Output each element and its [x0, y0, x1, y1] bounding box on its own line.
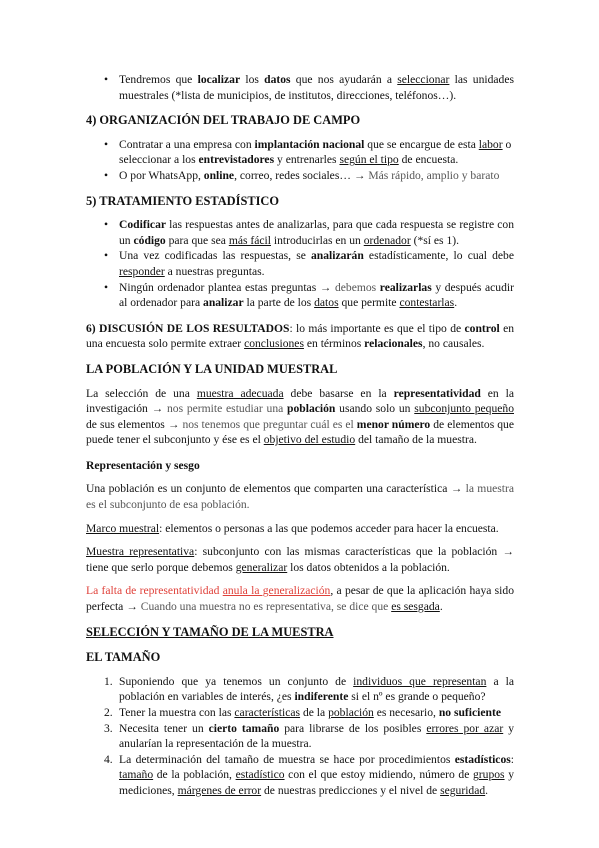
bullet-analizar: • Una vez codificadas las respuestas, se analizarán estadísticamente, lo cual debe responder a nuestras preguntas. — [86, 248, 514, 279]
heading-el-tamano: EL TAMAÑO — [86, 650, 161, 665]
paragraph-discusion: 6) DISCUSIÓN DE LOS RESULTADOS: lo más importante es que el tipo de control en una encuesta solo permite extraer conclusiones en términos relacionales, no causales. — [86, 321, 515, 351]
bullet-whatsapp: • O por WhatsApp, online, correo, redes sociales… → Más rápido, amplio y barato — [86, 168, 514, 184]
bullet-codificar: • Codificar las respuestas antes de analizarlas, para que cada respuesta se registre con un código para que sea más fácil introducirlas en un ordenador (*sí es 1). — [86, 217, 514, 248]
paragraph-muestra-representativa: Muestra representativa: subconjunto con las mismas características que la población → tiene que serlo porque debemos generalizar los datos obtenidos a la población. — [86, 545, 515, 574]
paragraph-marco-muestral: Marco muestral: elementos o personas a las que podemos acceder para hacer la encuesta. — [86, 521, 499, 535]
paragraph-falta-representatividad: La falta de representatividad anula la generalización, a pesar de que la aplicación haya sido perfecta → Cuando una muestra no es representativa, se dice que es sesgada. — [86, 584, 514, 614]
bullet-localizar-datos: • Tendremos que localizar los datos que nos ayudarán a seleccionar las unidades muestrales (*lista de municipios, de institutos, direcciones, teléfonos…). — [86, 72, 514, 103]
heading-poblacion: LA POBLACIÓN Y LA UNIDAD MUESTRAL — [86, 361, 338, 376]
paragraph-poblacion: La selección de una muestra adecuada debe basarse en la representatividad en la investigación → nos permite estudiar una población usando solo un subconjunto pequeño de sus elementos → nos tenemos que preguntar cuál es el menor número de elementos que puede tener el subconjunto y ése es el objetivo del estudio del tamaño de la muestra. — [86, 386, 515, 447]
heading-tratamiento: 5) TRATAMIENTO ESTADÍSTICO — [86, 193, 280, 208]
numbered-item-2: 2. Tener la muestra con las características de la población es necesario, no suficiente — [104, 706, 501, 719]
paragraph-representacion: Una población es un conjunto de elementos que comparten una característica → la muestra es el subconjunto de esa población. — [86, 482, 514, 512]
document-page — [86, 72, 514, 799]
heading-seleccion-tamano: SELECCIÓN Y TAMAÑO DE LA MUESTRA — [86, 624, 334, 639]
numbered-item-4: 4. La determinación del tamaño de muestra se hace por procedimientos estadísticos: tamaño de la población, estadístico con el que estoy midiendo, número de grupos y mediciones, márgenes de error de nuestras predicciones y el nivel de seguridad. — [104, 752, 514, 797]
bullet-contratar: • Contratar a una empresa con implantación nacional que se encargue de esta labor o seleccionar a los entrevistadores y entrenarles según el tipo de encuesta. — [86, 137, 514, 168]
numbered-item-3: 3. Necesita tener un cierto tamaño para librarse de los posibles errores por azar y anularían la representación de la muestra. — [104, 721, 514, 751]
bullet-ordenador: • Ningún ordenador plantea estas preguntas → debemos realizarlas y después acudir al ordenador para analizar la parte de los datos que permite contestarlas. — [86, 280, 514, 311]
heading-representacion: Representación y sesgo — [86, 458, 200, 472]
numbered-item-1: 1. Suponiendo que ya tenemos un conjunto de individuos que representan a la población en variables de interés, ¿es indiferente si el nº es grande o pequeño? — [104, 674, 514, 704]
heading-organizacion: 4) ORGANIZACIÓN DEL TRABAJO DE CAMPO — [86, 113, 361, 128]
